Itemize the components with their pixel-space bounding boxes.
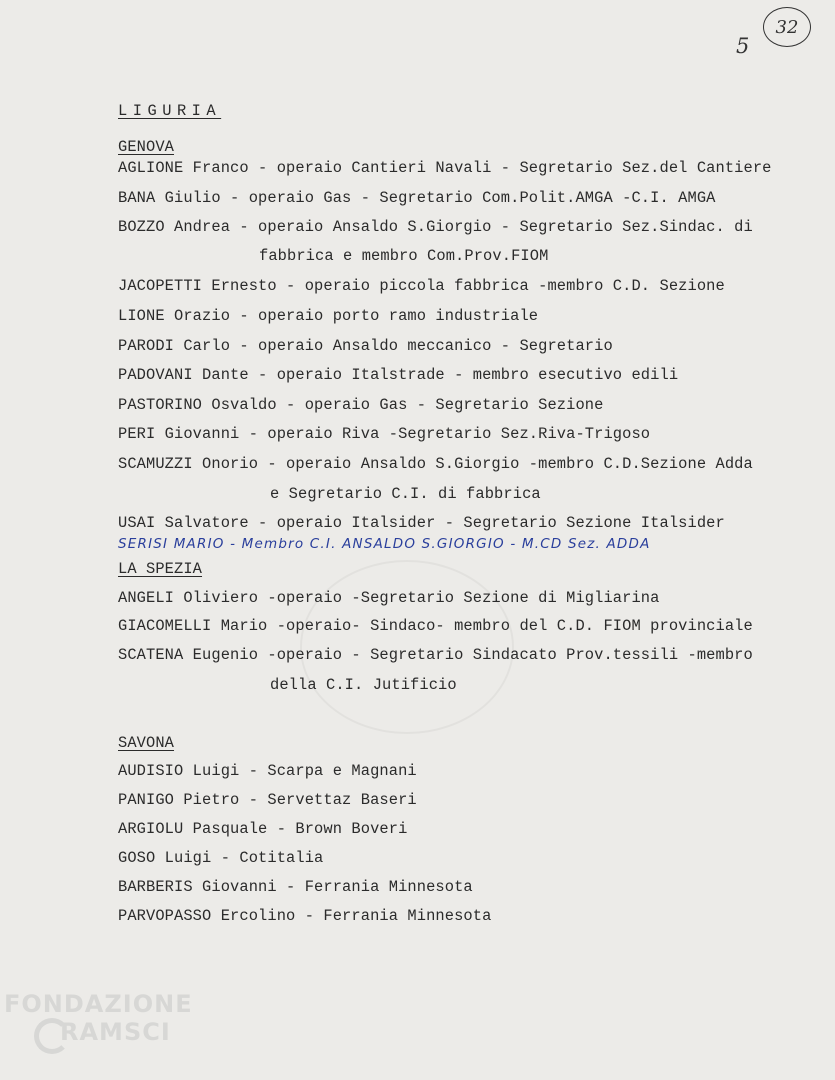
region-title: LIGURIA bbox=[118, 102, 222, 120]
handwritten-note: SERISI MARIO - Membro C.I. ANSALDO S.GIORGIO - M.CD Sez. ADDA bbox=[118, 536, 651, 552]
section-heading-la-spezia: LA SPEZIA bbox=[118, 560, 203, 578]
list-item: USAI Salvatore - operaio Italsider - Segretario Sezione Italsider bbox=[118, 514, 725, 532]
list-item: SCATENA Eugenio -operaio - Segretario Sindacato Prov.tessili -membro bbox=[118, 646, 753, 664]
section-heading-savona: SAVONA bbox=[118, 734, 175, 752]
fondazione-gramsci-watermark bbox=[0, 988, 215, 1068]
list-item: PADOVANI Dante - operaio Italstrade - membro esecutivo edili bbox=[118, 366, 679, 384]
list-item: PERI Giovanni - operaio Riva -Segretario Sez.Riva-Trigoso bbox=[118, 425, 651, 443]
list-item: GOSO Luigi - Cotitalia bbox=[118, 849, 324, 867]
list-item: PANIGO Pietro - Servettaz Baseri bbox=[118, 791, 417, 809]
section-heading-genova: GENOVA bbox=[118, 138, 175, 156]
list-item-continuation: e Segretario C.I. di fabbrica bbox=[270, 485, 541, 503]
list-item: BOZZO Andrea - operaio Ansaldo S.Giorgio - Segretario Sez.Sindac. di bbox=[118, 218, 753, 236]
list-item: ANGELI Oliviero -operaio -Segretario Sezione di Migliarina bbox=[118, 589, 660, 607]
list-item: JACOPETTI Ernesto - operaio piccola fabbrica -membro C.D. Sezione bbox=[118, 277, 725, 295]
list-item: BARBERIS Giovanni - Ferrania Minnesota bbox=[118, 878, 473, 896]
list-item: LIONE Orazio - operaio porto ramo industriale bbox=[118, 307, 539, 325]
page-number: 5 bbox=[736, 34, 750, 58]
list-item: PARODI Carlo - operaio Ansaldo meccanico - Segretario bbox=[118, 337, 613, 355]
list-item: PARVOPASSO Ercolino - Ferrania Minnesota bbox=[118, 907, 492, 925]
list-item-continuation: fabbrica e membro Com.Prov.FIOM bbox=[259, 247, 549, 265]
list-item: AGLIONE Franco - operaio Cantieri Navali - Segretario Sez.del Cantiere bbox=[118, 159, 772, 177]
list-item: ARGIOLU Pasquale - Brown Boveri bbox=[118, 820, 408, 838]
list-item-continuation: della C.I. Jutificio bbox=[270, 676, 457, 694]
list-item: SCAMUZZI Onorio - operaio Ansaldo S.Giorgio -membro C.D.Sezione Adda bbox=[118, 455, 753, 473]
watermark-line-2: RAMSCI bbox=[60, 1018, 171, 1046]
list-item: BANA Giulio - operaio Gas - Segretario Com.Polit.AMGA -C.I. AMGA bbox=[118, 189, 716, 207]
list-item: PASTORINO Osvaldo - operaio Gas - Segretario Sezione bbox=[118, 396, 604, 414]
watermark-line-1: FONDAZIONE bbox=[4, 990, 193, 1018]
list-item: GIACOMELLI Mario -operaio- Sindaco- membro del C.D. FIOM provinciale bbox=[118, 617, 753, 635]
list-item: AUDISIO Luigi - Scarpa e Magnani bbox=[118, 762, 417, 780]
archive-number-circled: 32 bbox=[763, 7, 811, 47]
